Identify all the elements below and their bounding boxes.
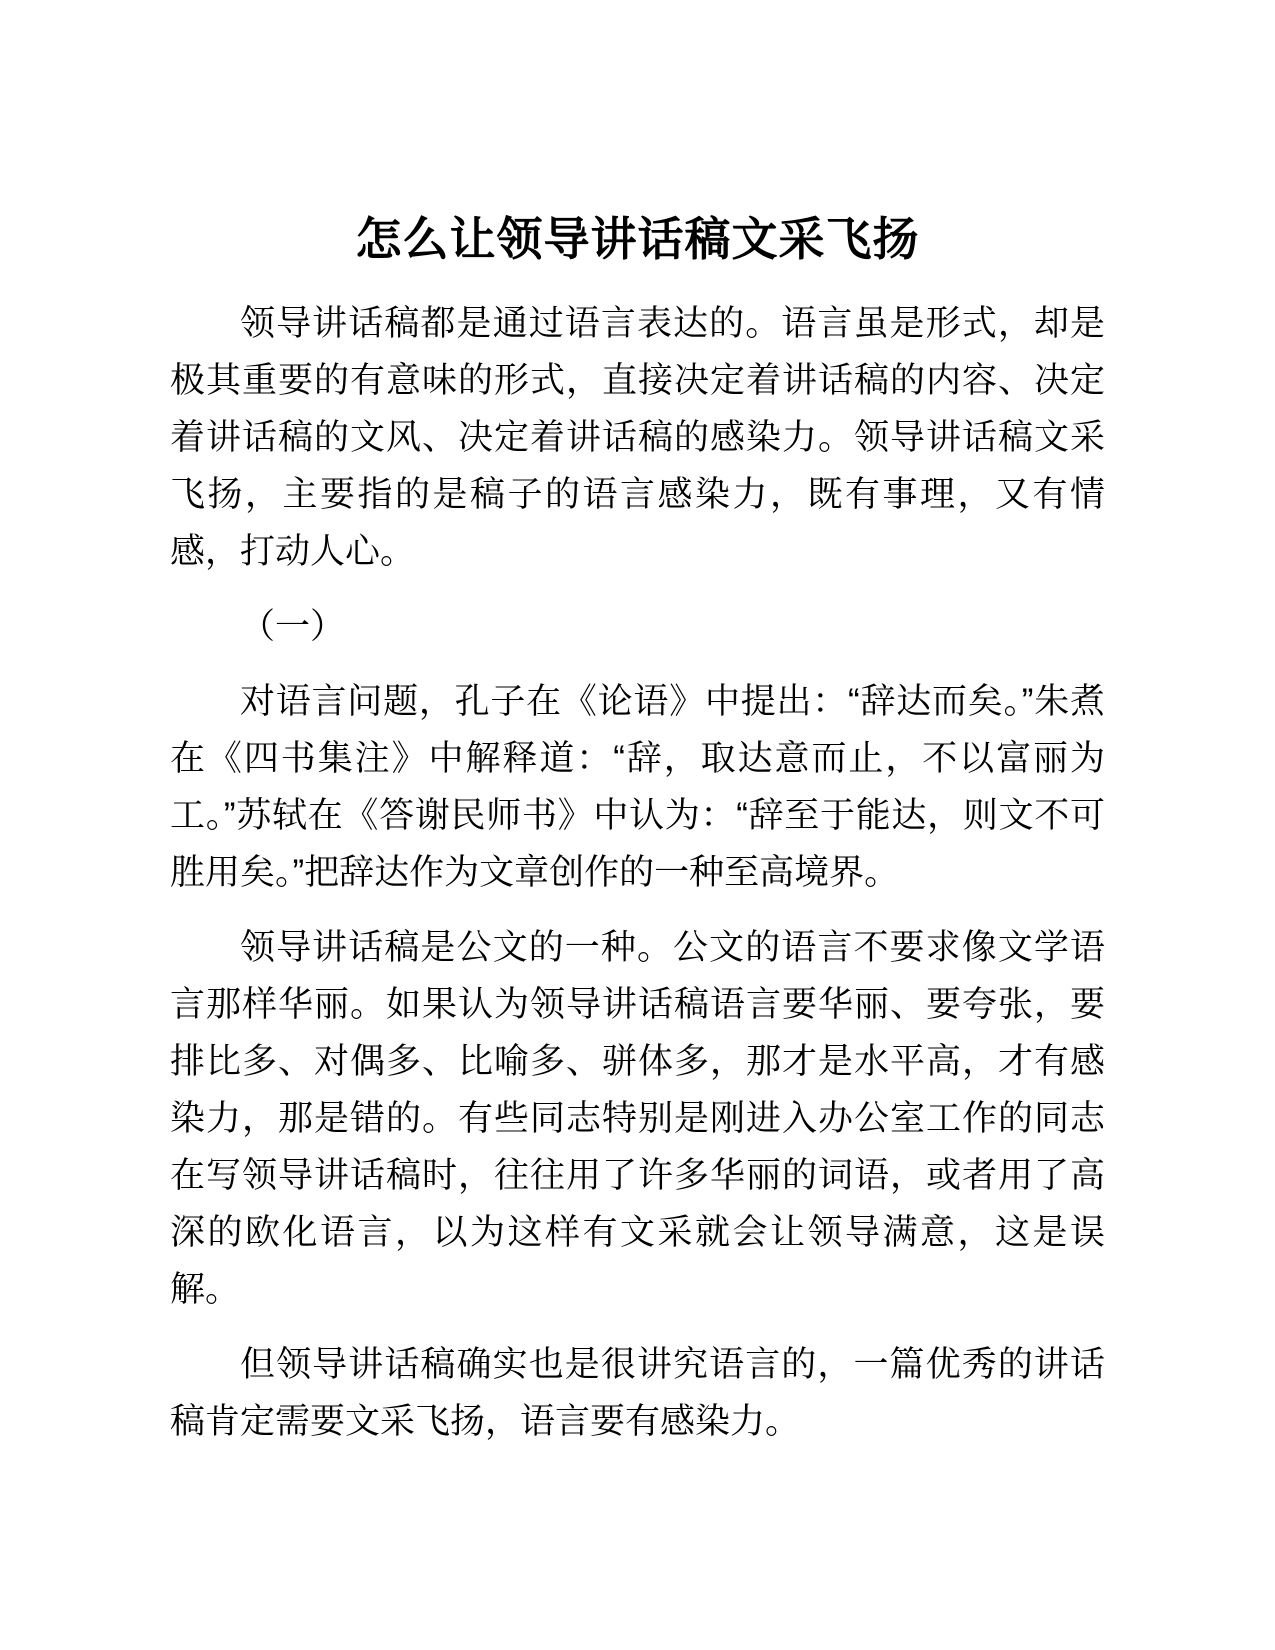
paragraph-confucius-quote: 对语言问题，孔子在《论语》中提出：“辞达而矣。”朱煮在《四书集注》中解释道：“辞，取达意而止，不以富丽为工。”苏轼在《答谢民师书》中认为：“辞至于能达，则文不可胜用矣。”把辞达作为文章创作的一种至高境界。 <box>170 682 1105 892</box>
paragraph-intro: 领导讲话稿都是通过语言表达的。语言虽是形式，却是极其重要的有意味的形式，直接决定着讲话稿的内容、决定着讲话稿的文风、决定着讲话稿的感染力。领导讲话稿文采飞扬，主要指的是稿子的语言感染力，既有事理，又有情感，打动人心。 <box>170 304 1105 571</box>
paragraph-conclusion: 但领导讲话稿确实也是很讲究语言的，一篇优秀的讲话稿肯定需要文采飞扬，语言要有感染力。 <box>170 1345 1105 1441</box>
document-title: 怎么让领导讲话稿文采飞扬 <box>355 213 920 265</box>
paragraph-official-document-language: 领导讲话稿是公文的一种。公文的语言不要求像文学语言那样华丽。如果认为领导讲话稿语言要华丽、要夸张，要排比多、对偶多、比喻多、骈体多，那才是水平高，才有感染力，那是错的。有些同志特别是刚进入办公室工作的同志在写领导讲话稿时，往往用了许多华丽的词语，或者用了高深的欧化语言，以为这样有文采就会让领导满意，这是误解。 <box>170 928 1105 1309</box>
section-marker-one: （一） <box>240 607 346 646</box>
